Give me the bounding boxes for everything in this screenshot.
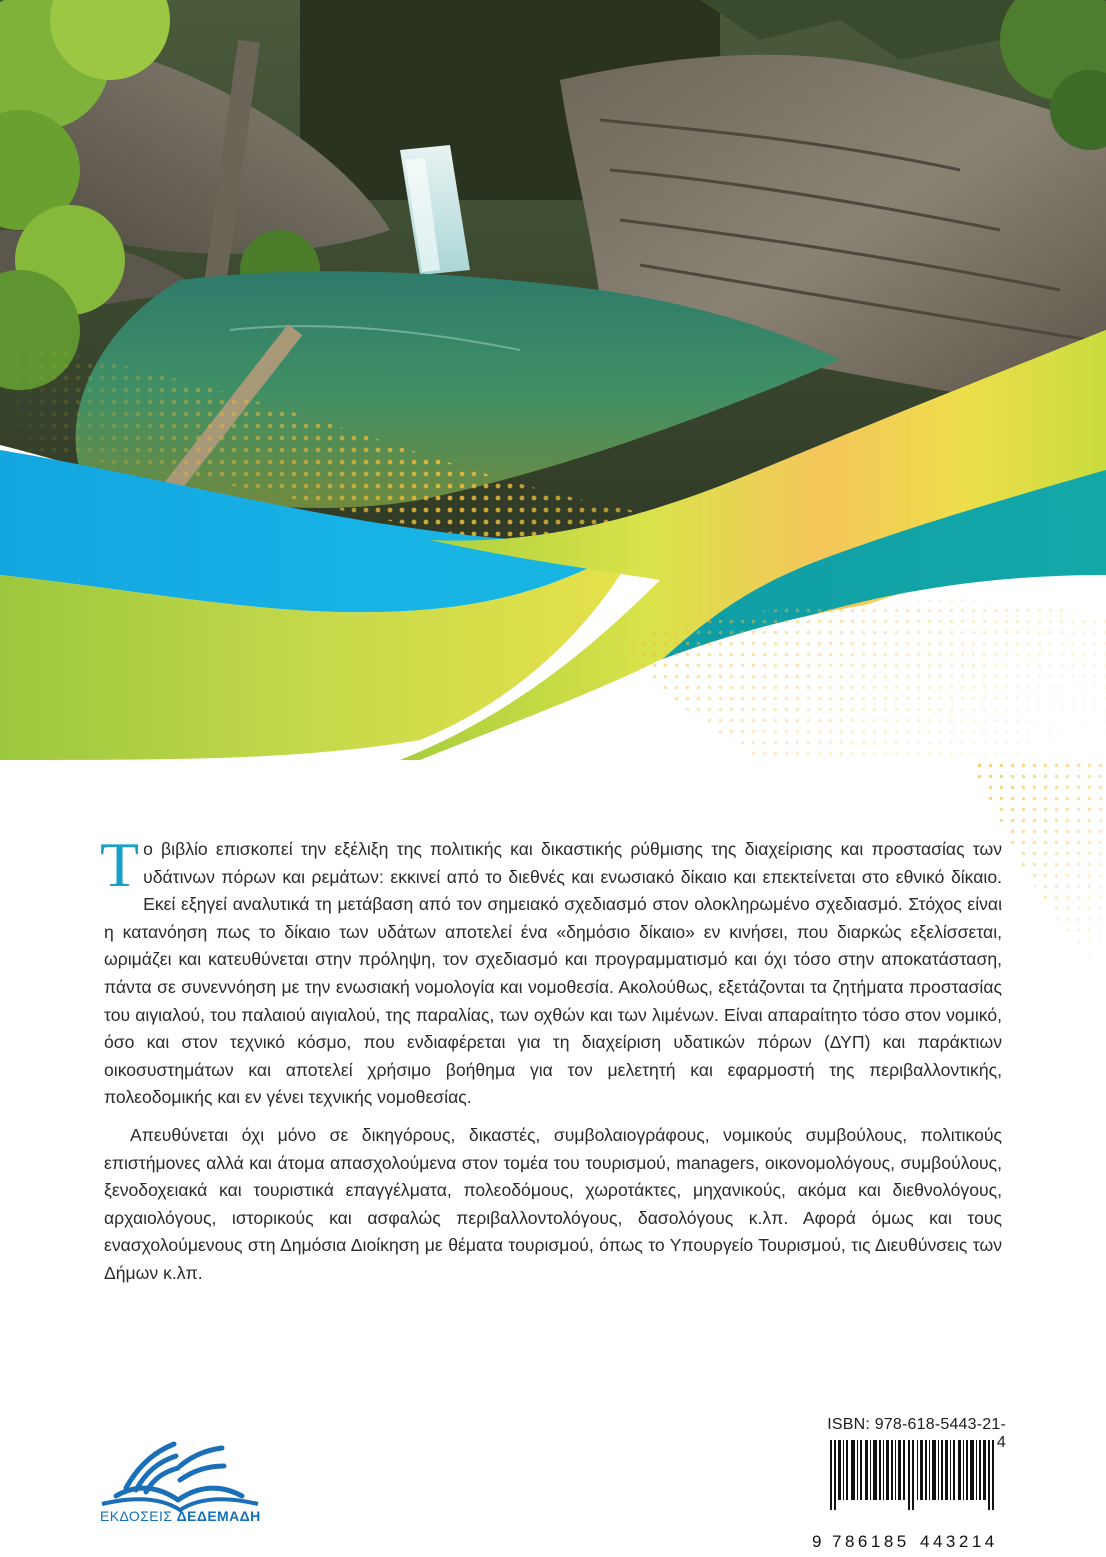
- drop-cap: Τ: [100, 829, 140, 900]
- publisher-name: [100, 1508, 261, 1524]
- barcode-digits-left: 786185: [832, 1532, 910, 1551]
- back-cover-description: [100, 829, 1002, 1288]
- publisher-brand: ΔΕΔΕΜΑΔΗ: [176, 1508, 261, 1524]
- isbn-label: ISBN: 978-618-5443-21-4: [827, 1416, 1006, 1451]
- barcode-number: [812, 1532, 1012, 1554]
- cover-hero-illustration: [0, 0, 1106, 760]
- isbn-barcode: [824, 1440, 1010, 1534]
- barcode-digits-right: 443214: [920, 1532, 998, 1551]
- side-dot-decoration: [930, 760, 1106, 980]
- description-paragraph-1: [100, 829, 1002, 1112]
- publisher-prefix: ΕΚΔΟΣΕΙΣ: [100, 1508, 177, 1524]
- description-paragraph-2: Απευθύνεται όχι μόνο σε δικηγόρους, δικαστές, συμβολαιογράφους, νομικούς συμβούλους, πολιτικούς επιστήμονες αλλά και άτομα απασχολούμενα στον τομέα του τουρισμού, managers, οικονομολόγους, συμβούλους, ξενοδοχειακά και τουριστικά επαγγέλματα, πολεοδόμους, χωροτάκτες, μηχανικούς, ακόμα και διεθνολόγους, αρχαιολόγους, ιστορικούς και ασφαλώς περιβαλλοντολόγους, δασολόγους κ.λπ. Αφορά όμως και τους ενασχολούμενους στη Δημόσια Διοίκηση με θέματα τουρισμού, όπως το Υπουργείο Τουρισμού, τις Διευθύνσεις των Δήμων κ.λπ.: [104, 1124, 1002, 1283]
- paragraph-1-text: ο βιβλίο επισκοπεί την εξέλιξη της πολιτικής και δικαστικής ρύθμισης της διαχείρισης και προστασίας των υδάτινων πόρων και ρεμάτων: εκκινεί από το διεθνές και ενωσιακό δίκαιο και επεκτείνεται στο εθνικό δίκαιο. Εκεί εξηγεί αναλυτικά τη μετάβαση από τον σημειακό σχεδιασμό στον ολοκληρωμένο σχεδιασμό. Στόχος είναι η κατανόηση πως το δίκαιο των υδάτων αποτελεί ένα «δημόσιο δίκαιο» εν κινήσει, που διαρκώς εξελίσσεται, ωριμάζει και κατευθύνεται στην πρόληψη, τον σχεδιασμό και προγραμματισμό και όχι τόσο στην αποκατάσταση, πάντα σε συνεννόηση με την ενωσιακή νομολογία και νομοθεσία. Ακολούθως, εξετάζονται τα ζητήματα προστασίας του αιγιαλού, του παλαιού αιγιαλού, της παραλίας, των οχθών και των λιμένων. Είναι απαραίτητο τόσο στον νομικό, όσο και στον τεχνικό κόσμο, που ενδιαφέρεται για τη διαχείριση υδατικών πόρων (ΔΥΠ) και παράκτιων οικοσυστημάτων και αποτελεί χρήσιμο βοήθημα για τον μελετητή και εφαρμοστή της περιβαλλοντικής, πολεοδομικής και εν γένει τεχνικής νομοθεσίας.: [104, 839, 1002, 1108]
- barcode-digit-prefix: 9: [812, 1532, 822, 1551]
- waterfall-landscape-illustration: [0, 0, 1106, 760]
